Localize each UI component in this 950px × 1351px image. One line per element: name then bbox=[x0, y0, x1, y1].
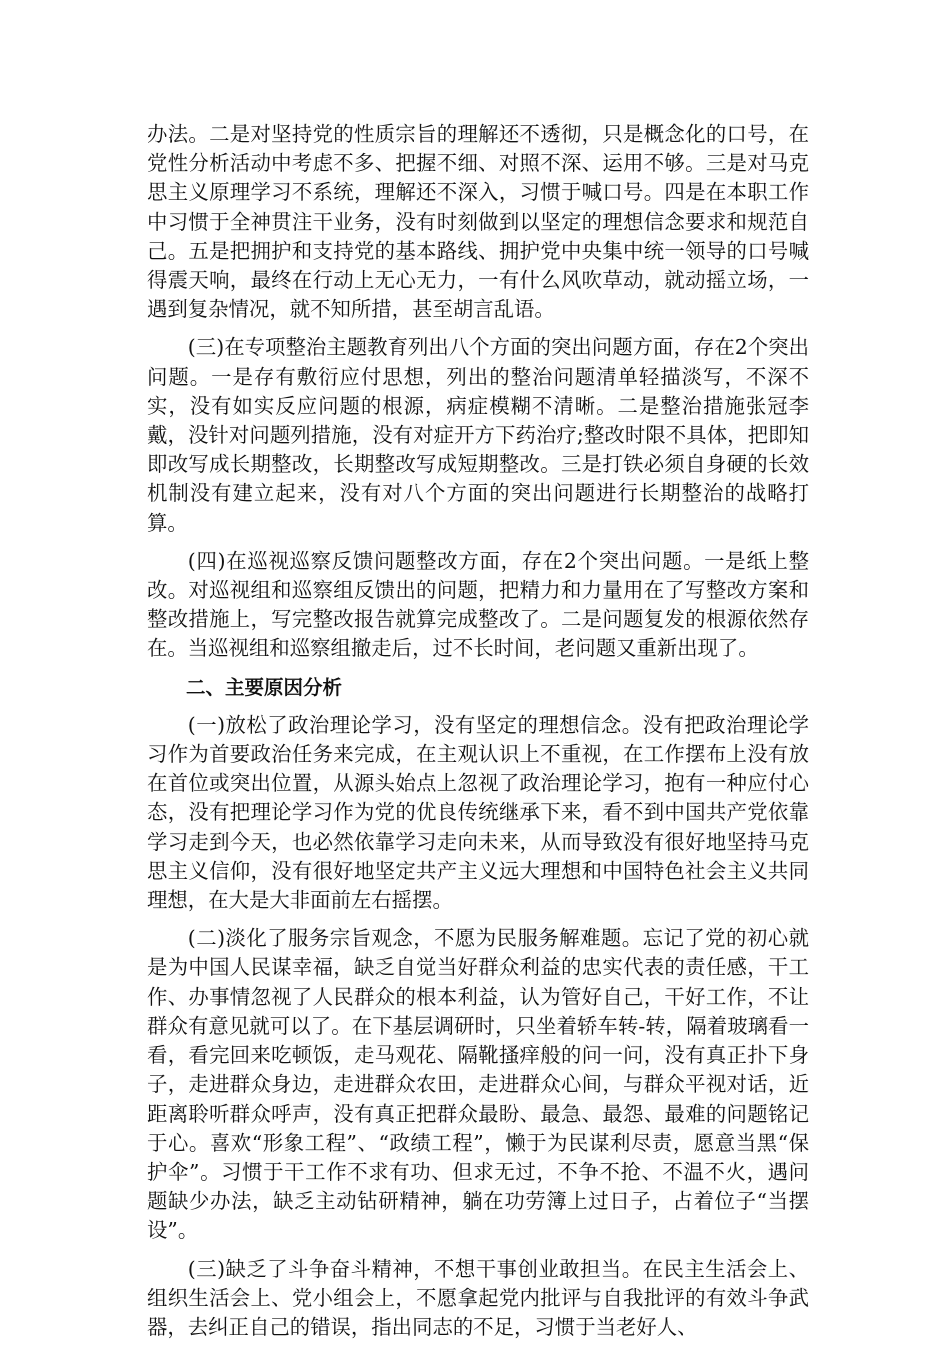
body-paragraph: (三)在专项整治主题教育列出八个方面的突出问题方面，存在2个突出问题。一是存有敷衍应付思想，列出的整治问题清单轻描淡写，不深不实，没有如实反应问题的根源，病症模糊不清晰。二是整治措施张冠李戴，没针对问题列措施，没有对症开方下药治疗;整改时限不具体，把即知即改写成长期整改，长期整改写成短期整改。三是打铁必须自身硬的长效机制没有建立起来，没有对八个方面的突出问题进行长期整治的战略打算。 bbox=[147, 335, 809, 535]
body-paragraph: 办法。二是对坚持党的性质宗旨的理解还不透彻，只是概念化的口号，在党性分析活动中考虑不多、把握不细、对照不深、运用不够。三是对马克思主义原理学习不系统，理解还不深入，习惯于喊口号。四是在本职工作中习惯于全神贯注干业务，没有时刻做到以坚定的理想信念要求和规范自己。五是把拥护和支持党的基本路线、拥护党中央集中统一领导的口号喊得震天响，最终在行动上无心无力，一有什么风吹草动，就动摇立场，一遇到复杂情况，就不知所措，甚至胡言乱语。 bbox=[147, 122, 809, 322]
body-paragraph: (三)缺乏了斗争奋斗精神，不想干事创业敢担当。在民主生活会上、组织生活会上、党小组会上，不愿拿起党内批评与自我批评的有效斗争武器，去纠正自己的错误，指出同志的不足，习惯于当老好人、 bbox=[147, 1256, 809, 1339]
document-body bbox=[147, 120, 809, 1351]
body-paragraph: (二)淡化了服务宗旨观念，不愿为民服务解难题。忘记了党的初心就是为中国人民谋幸福，缺乏自觉当好群众利益的忠实代表的责任感，干工作、办事情忽视了人民群众的根本利益，认为管好自己，干好工作，不让群众有意见就可以了。在下基层调研时，只坐着轿车转-转，隔着玻璃看一看，看完回来吃顿饭，走马观花、隔靴搔痒般的问一问，没有真正扑下身子，走进群众身边，走进群众农田，走进群众心间，与群众平视对话，近距离聆听群众呼声，没有真正把群众最盼、最急、最怨、最难的问题铭记于心。喜欢“形象工程”、“政绩工程”，懒于为民谋利尽责，愿意当黑“保护伞”。习惯于干工作不求有功、但求无过，不争不抢、不温不火，遇问题缺少办法，缺乏主动钻研精神，躺在功劳簿上过日子，占着位子“当摆设”。 bbox=[147, 926, 809, 1243]
body-paragraph: (一)放松了政治理论学习，没有坚定的理想信念。没有把政治理论学习作为首要政治任务来完成，在主观认识上不重视，在工作摆布上没有放在首位或突出位置，从源头始点上忽视了政治理论学习，抱有一种应付心态，没有把理论学习作为党的优良传统继承下来，看不到中国共产党依靠学习走到今天，也必然依靠学习走向未来，从而导致没有很好地坚持马克思主义信仰，没有很好地坚定共产主义远大理想和中国特色社会主义共同理想，在大是大非面前左右摇摆。 bbox=[147, 712, 809, 913]
body-paragraph: (四)在巡视巡察反馈问题整改方面，存在2个突出问题。一是纸上整改。对巡视组和巡察组反馈出的问题，把精力和力量用在了写整改方案和整改措施上，写完整改报告就算完成整改了。二是问题复发的根源依然存在。当巡视组和巡察组撤走后，过不长时间，老问题又重新出现了。 bbox=[147, 548, 809, 661]
section-heading: 二、主要原因分析 bbox=[186, 675, 343, 699]
